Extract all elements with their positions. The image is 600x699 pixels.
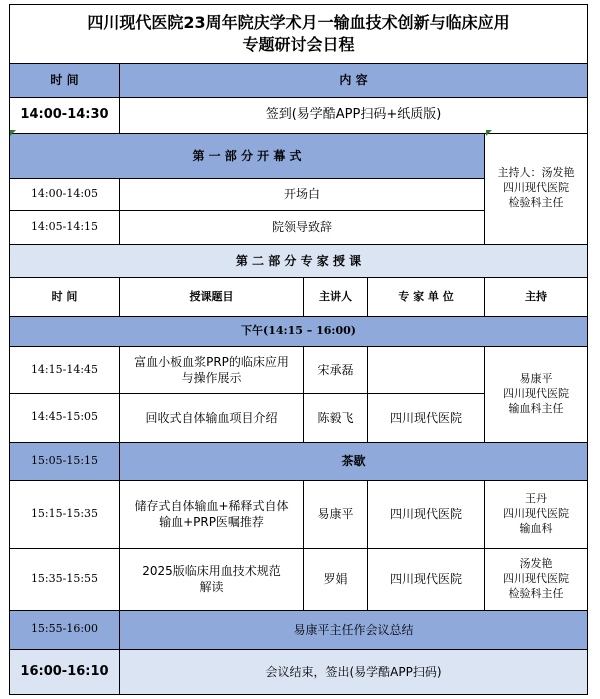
part1-row-2-time: 14:05-14:15 <box>10 210 120 244</box>
part2-columns-row <box>10 278 588 316</box>
lecture-4-host-line-1: 汤发艳 <box>519 556 553 570</box>
lecture-3-host <box>485 481 588 549</box>
lecture-1-topic <box>120 347 304 393</box>
lecture-2-speaker: 陈毅飞 <box>304 393 368 442</box>
part1-title: 第 一 部 分 开 幕 式 <box>10 133 485 178</box>
lecture-3-time: 15:15-15:35 <box>10 481 120 549</box>
lecture-3-host-line-2: 四川现代医院 <box>503 507 569 521</box>
part1-row-1-text: 开场白 <box>120 178 485 210</box>
col-time: 时 间 <box>10 278 120 316</box>
closing-row <box>10 649 588 694</box>
lecture-1-unit <box>368 347 485 393</box>
lecture-4-unit: 四川现代医院 <box>368 548 485 610</box>
lecture-1-topic-line-1: 富血小板血浆PRP的临床应用 <box>134 354 289 369</box>
summary-time: 15:55-16:00 <box>10 610 120 649</box>
document-title <box>10 5 588 64</box>
lecture-4-host-line-2: 四川现代医院 <box>503 571 569 585</box>
part2-title: 第 二 部 分 专 家 授 课 <box>10 244 588 278</box>
part1-row-1-time: 14:00-14:05 <box>10 178 120 210</box>
cell-marker <box>10 130 16 136</box>
lecture-4-time: 15:35-15:55 <box>10 548 120 610</box>
lecture-1-speaker: 宋承磊 <box>304 347 368 393</box>
lecture-2-unit: 四川现代医院 <box>368 393 485 442</box>
header-time: 时 间 <box>10 63 120 97</box>
col-speaker: 主讲人 <box>304 278 368 316</box>
checkin-row <box>10 97 588 133</box>
lecture-3-host-line-1: 王丹 <box>525 492 547 506</box>
part1-host-line-1: 主持人：汤发艳 <box>497 166 575 180</box>
lecture-row-4 <box>10 548 588 610</box>
closing-text: 会议结束，签出(易学酷APP扫码) <box>120 649 588 694</box>
checkin-time: 14:00-14:30 <box>10 97 120 133</box>
block1-host-line-2: 四川现代医院 <box>503 387 569 401</box>
checkin-text: 签到(易学酷APP扫码+纸质版) <box>120 97 588 133</box>
summary-row <box>10 610 588 649</box>
part2-title-row <box>10 244 588 278</box>
lecture-4-topic <box>120 548 304 610</box>
lecture-2-topic: 回收式自体输血项目介绍 <box>120 393 304 442</box>
col-host: 主持 <box>485 278 588 316</box>
part1-host-line-3: 检验科主任 <box>508 195 564 209</box>
lecture-1-time: 14:15-14:45 <box>10 347 120 393</box>
session-label: 下午(14:15 – 16:00) <box>10 316 588 347</box>
lecture-4-host <box>485 548 588 610</box>
lecture-3-unit: 四川现代医院 <box>368 481 485 549</box>
lecture-3-topic <box>120 481 304 549</box>
lecture-4-host-line-3: 检验科主任 <box>508 586 564 600</box>
lecture-4-speaker: 罗娟 <box>304 548 368 610</box>
title-line-2: 专题研讨会日程 <box>242 34 355 54</box>
header-row <box>10 63 588 97</box>
lecture-1-topic-line-2: 与操作展示 <box>181 370 242 385</box>
closing-time: 16:00-16:10 <box>10 649 120 694</box>
title-line-1: 四川现代医院23周年院庆学术月一输血技术创新与临床应用 <box>87 13 510 33</box>
lecture-3-topic-line-2: 输血+PRP医嘱推荐 <box>159 515 264 530</box>
break-text: 茶歇 <box>120 442 588 480</box>
part1-row-2-text: 院领导致辞 <box>120 210 485 244</box>
title-row <box>10 5 588 64</box>
part1-title-row <box>10 133 588 178</box>
lecture-3-topic-line-1: 储存式自体输血+稀释式自体 <box>134 499 289 514</box>
lecture-row-1 <box>10 347 588 393</box>
schedule-table <box>9 4 588 695</box>
part1-host-line-2: 四川现代医院 <box>503 181 569 195</box>
col-unit: 专 家 单 位 <box>368 278 485 316</box>
break-row <box>10 442 588 480</box>
session-row <box>10 316 588 347</box>
summary-text: 易康平主任作会议总结 <box>120 610 588 649</box>
lecture-row-3 <box>10 481 588 549</box>
block1-host <box>485 347 588 443</box>
break-time: 15:05-15:15 <box>10 442 120 480</box>
lecture-3-speaker: 易康平 <box>304 481 368 549</box>
block1-host-line-3: 输血科主任 <box>508 402 564 416</box>
lecture-2-time: 14:45-15:05 <box>10 393 120 442</box>
cell-marker <box>486 130 492 136</box>
lecture-4-topic-line-1: 2025版临床用血技术规范 <box>142 564 281 579</box>
col-topic: 授课题目 <box>120 278 304 316</box>
lecture-4-topic-line-2: 解读 <box>199 580 224 595</box>
header-content: 内 容 <box>120 63 588 97</box>
part1-host <box>485 133 588 244</box>
block1-host-line-1: 易康平 <box>519 372 553 386</box>
lecture-3-host-line-3: 输血科 <box>519 521 553 535</box>
